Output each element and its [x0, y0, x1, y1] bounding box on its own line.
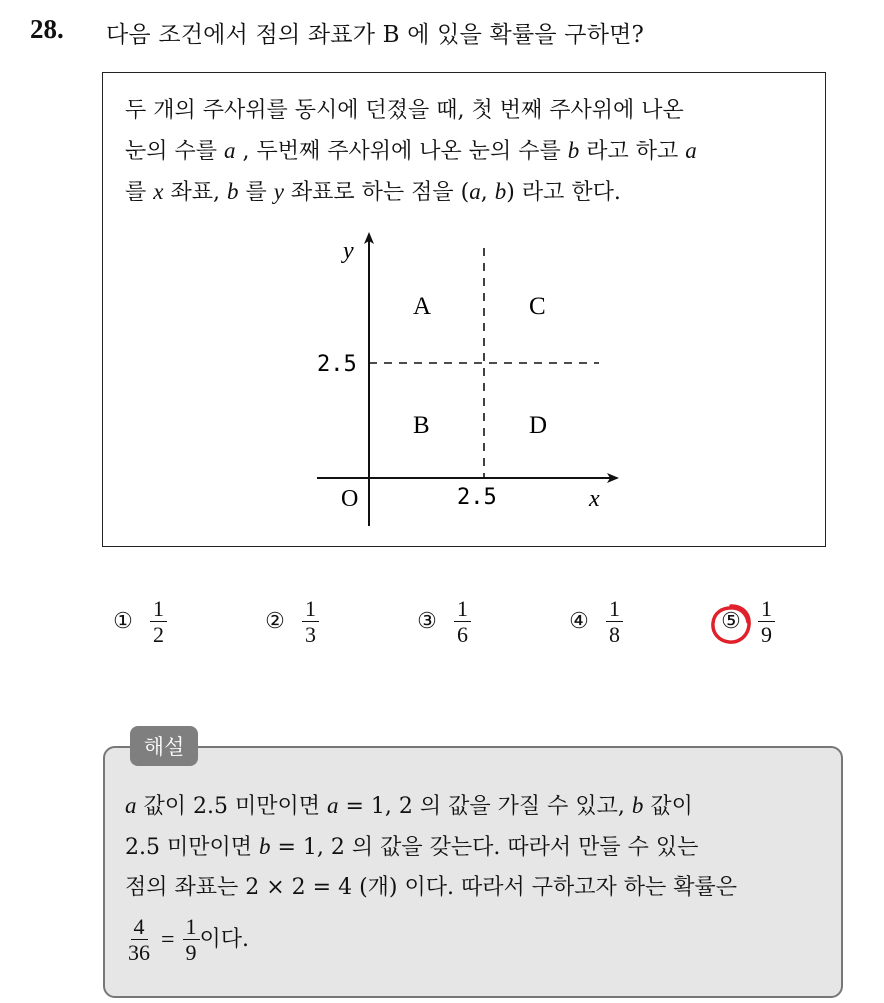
condition-line-3	[125, 172, 815, 213]
text-segment: = 1, 2 의 값을 갖는다. 따라서 만들 수 있는	[270, 835, 699, 860]
var-b: b	[631, 793, 644, 818]
denominator: 9	[185, 940, 197, 965]
var-y: y	[273, 179, 284, 204]
text-segment: ) 라고 한다.	[506, 180, 621, 205]
region-label-b: B	[413, 412, 430, 439]
y-tick-label: 2.5	[317, 352, 357, 377]
x-tick-label: 2.5	[457, 485, 497, 510]
numerator: 1	[758, 596, 775, 622]
numerator: 1	[606, 596, 623, 622]
var-b: b	[494, 179, 507, 204]
question-text: 다음 조건에서 점의 좌표가 B 에 있을 확률을 구하면?	[106, 22, 645, 48]
choice-fraction	[302, 596, 319, 647]
choice-2[interactable]	[260, 596, 319, 647]
text-segment: 를	[238, 180, 274, 205]
text-segment: 이다.	[199, 926, 250, 952]
numerator: 1	[150, 596, 167, 622]
question-number: 28.	[30, 14, 64, 44]
condition-line-2	[125, 131, 815, 172]
y-axis-label: y	[343, 238, 354, 264]
var-b: b	[567, 138, 580, 163]
choice-fraction	[150, 596, 167, 647]
var-a: a	[224, 138, 236, 163]
explanation-line-4	[125, 914, 825, 965]
var-a: a	[469, 179, 481, 204]
explanation-line-2	[125, 827, 825, 868]
text-segment: 좌표로 하는 점을 (	[283, 180, 470, 205]
numerator: 1	[183, 914, 200, 940]
denominator: 9	[761, 622, 772, 647]
coordinate-graph	[299, 228, 639, 538]
choice-fraction	[758, 596, 775, 647]
text-segment: 눈의 수를	[125, 139, 224, 164]
condition-line-1-text: 두 개의 주사위를 동시에 던졌을 때, 첫 번째 주사위에 나온	[125, 98, 684, 123]
text-segment: 점의 좌표는 2 × 2 = 4 (개) 이다. 따라서 구하고자 하는 확률은	[125, 875, 737, 900]
condition-text	[125, 91, 815, 213]
choice-number: ③	[417, 609, 437, 634]
var-b: b	[226, 179, 239, 204]
choice-number: ⑤	[721, 609, 741, 634]
choice-number: ④	[569, 609, 589, 634]
var-a: a	[125, 793, 137, 818]
choice-number: ②	[265, 609, 285, 634]
var-b: b	[258, 834, 271, 859]
origin-label: O	[341, 486, 359, 512]
region-label-a: A	[413, 293, 432, 320]
var-a: a	[326, 793, 339, 818]
explanation-tab: 해설	[130, 726, 198, 766]
var-a: a	[685, 138, 697, 163]
region-label-d: D	[529, 412, 548, 439]
denominator: 3	[305, 622, 316, 647]
condition-line-1	[125, 91, 815, 131]
fraction-1-9	[183, 914, 200, 965]
text-segment: 좌표,	[163, 180, 227, 205]
answer-choices	[108, 596, 808, 660]
text-segment: 값이	[643, 794, 693, 819]
explanation-box	[103, 746, 843, 998]
text-segment: 라고 하고	[579, 139, 686, 164]
region-label-c: C	[529, 293, 546, 320]
answer-circle-icon	[707, 600, 755, 648]
var-x: x	[153, 179, 164, 204]
choice-5[interactable]	[716, 596, 775, 647]
text-segment: 2.5 미만이면	[125, 835, 259, 860]
numerator: 1	[302, 596, 319, 622]
text-segment: 값이 2.5 미만이면	[136, 794, 327, 819]
explanation-line-3	[125, 868, 825, 908]
explanation-text	[125, 786, 825, 965]
denominator: 8	[609, 622, 620, 647]
denominator: 36	[128, 940, 150, 965]
text-segment: ,	[480, 180, 495, 205]
choice-number: ①	[113, 609, 133, 634]
text-segment: 를	[125, 180, 154, 205]
equals-sign: =	[161, 926, 175, 953]
fraction-4-36	[125, 914, 153, 965]
denominator: 2	[153, 622, 164, 647]
numerator: 1	[454, 596, 471, 622]
text-segment: = 1, 2 의 값을 가질 수 있고,	[338, 794, 632, 819]
numerator: 4	[131, 914, 148, 940]
explanation-line-1	[125, 786, 825, 827]
choice-fraction	[454, 596, 471, 647]
choice-3[interactable]	[412, 596, 471, 647]
condition-box	[102, 72, 826, 547]
x-axis-label: x	[589, 486, 600, 512]
text-segment: , 두번째 주사위에 나온 눈의 수를	[235, 139, 568, 164]
choice-4[interactable]	[564, 596, 623, 647]
choice-1[interactable]	[108, 596, 167, 647]
choice-fraction	[606, 596, 623, 647]
denominator: 6	[457, 622, 468, 647]
